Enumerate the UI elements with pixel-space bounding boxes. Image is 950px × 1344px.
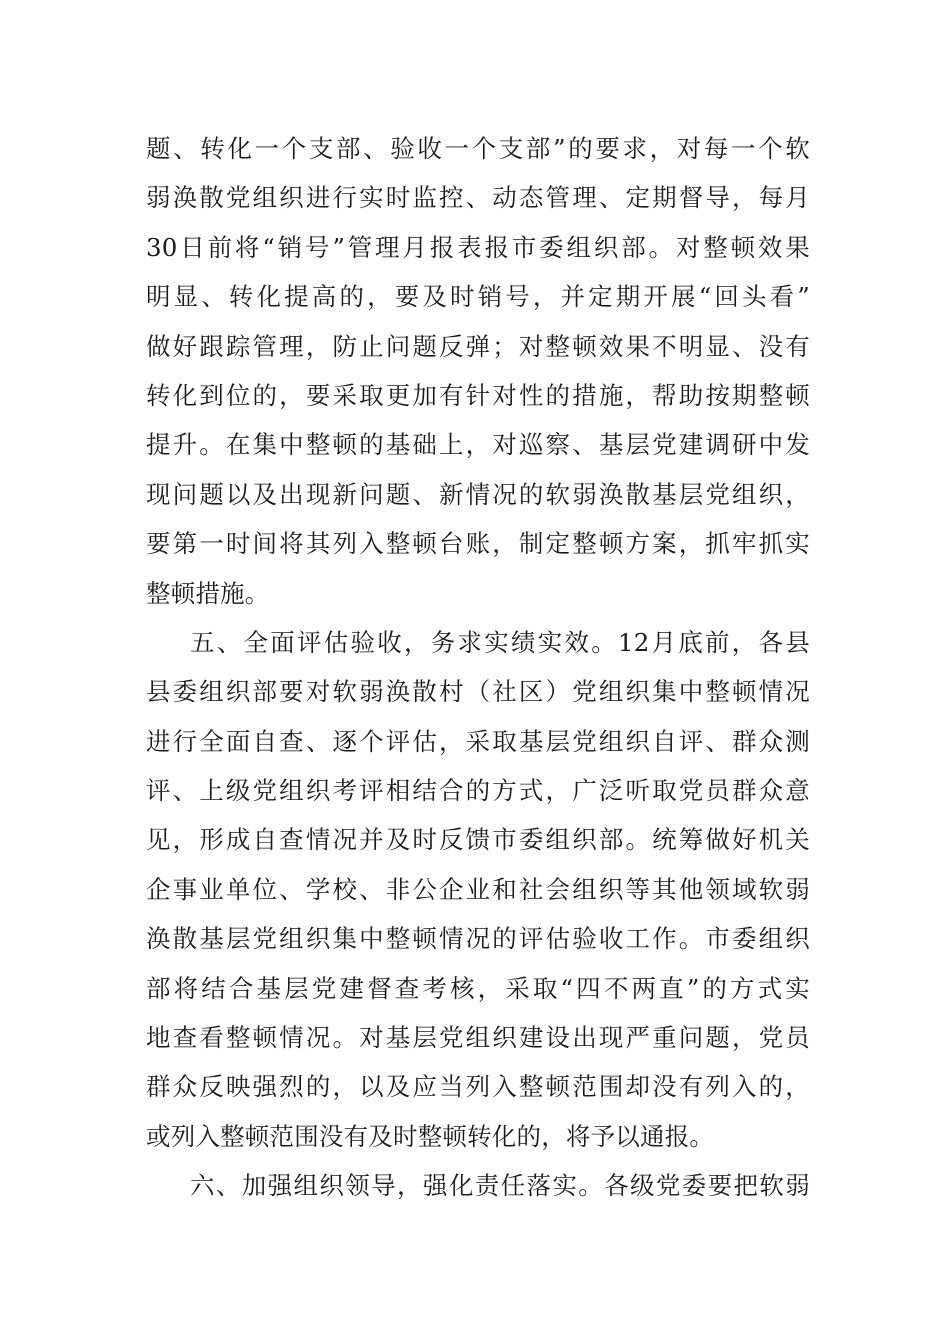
text-line: 企事业单位、学校、非公企业和社会组织等其他领域软弱 <box>146 874 810 904</box>
text-line: 涣散基层党组织集中整顿情况的评估验收工作。市委组织 <box>146 924 810 954</box>
text-line: 30日前将“销号”管理月报表报市委组织部。对整顿效果 <box>146 232 810 262</box>
text-line: 整顿措施。 <box>146 578 270 608</box>
text-line: 现问题以及出现新问题、新情况的软弱涣散基层党组织， <box>146 479 810 509</box>
text-line: 做好跟踪管理，防止问题反弹；对整顿效果不明显、没有 <box>146 331 810 361</box>
text-line: 地查看整顿情况。对基层党组织建设出现严重问题，党员 <box>146 1023 810 1053</box>
section-heading-line: 五、全面评估验收，务求实绩实效。12月底前，各县 <box>190 627 810 657</box>
section-heading-line: 六、加强组织领导，强化责任落实。各级党委要把软弱 <box>190 1171 810 1201</box>
text-line: 或列入整顿范围没有及时整顿转化的，将予以通报。 <box>146 1121 715 1151</box>
text-line: 题、转化一个支部、验收一个支部”的要求，对每一个软 <box>146 134 810 163</box>
text-line: 明显、转化提高的，要及时销号，并定期开展“回头看” <box>146 282 810 312</box>
text-line: 群众反映强烈的，以及应当列入整顿范围却没有列入的， <box>146 1072 810 1102</box>
text-line: 进行全面自查、逐个评估，采取基层党组织自评、群众测 <box>146 726 810 756</box>
body-text <box>146 124 810 1211</box>
text-line: 部将结合基层党建督查考核，采取“四不两直”的方式实 <box>146 973 810 1003</box>
text-line: 转化到位的，要采取更加有针对性的措施，帮助按期整顿 <box>146 380 810 410</box>
text-line: 要第一时间将其列入整顿台账，制定整顿方案，抓牢抓实 <box>146 529 810 559</box>
text-line: 评、上级党组织考评相结合的方式，广泛听取党员群众意 <box>146 776 810 806</box>
text-line: 见，形成自查情况并及时反馈市委组织部。统筹做好机关 <box>146 825 810 855</box>
text-line: 县委组织部要对软弱涣散村（社区）党组织集中整顿情况 <box>146 677 810 707</box>
text-line: 提升。在集中整顿的基础上，对巡察、基层党建调研中发 <box>146 430 810 460</box>
text-line: 弱涣散党组织进行实时监控、动态管理、定期督导，每月 <box>146 183 810 213</box>
